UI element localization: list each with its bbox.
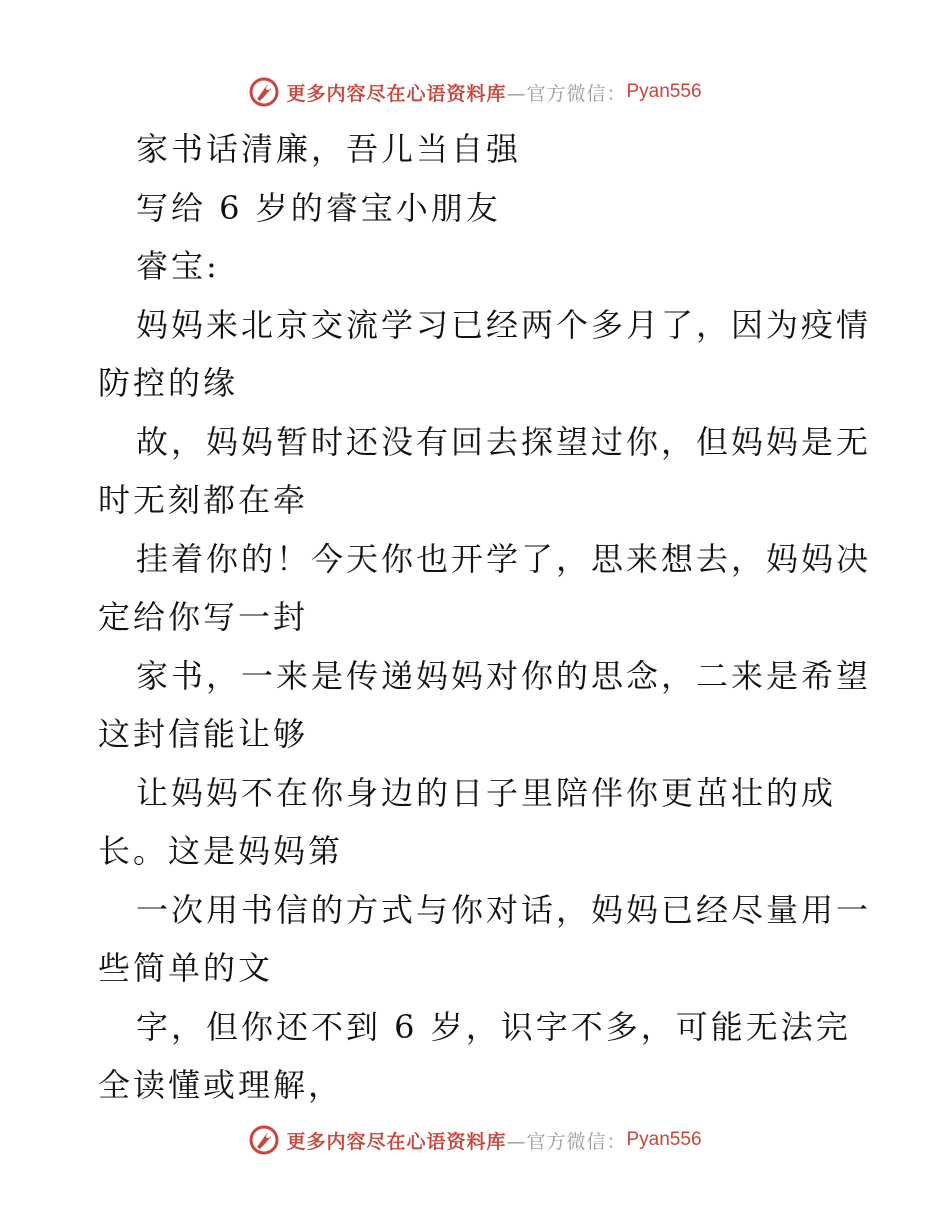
paragraph-line: 让妈妈不在你身边的日子里陪伴你更茁壮的成	[136, 773, 837, 812]
watermark-handle: Pyan556	[626, 1129, 702, 1150]
paragraph-line: 些简单的文	[98, 949, 274, 987]
watermark-handle: Pyan556	[626, 81, 702, 102]
paragraph-line: 妈妈来北京交流学习已经两个多月了，因为疫情	[136, 305, 872, 344]
paragraph-line: 家书，一来是传递妈妈对你的思念，二来是希望	[136, 656, 872, 695]
watermark-brand: 更多内容尽在心语资料库	[286, 1130, 507, 1153]
paragraph-line: 这封信能让够	[98, 715, 309, 753]
paragraph-line: 全读懂或理解，	[98, 1066, 344, 1104]
letter-subtitle: 写给 6 岁的睿宝小朋友	[136, 188, 501, 227]
watermark-separator: —官方微信：	[506, 1130, 627, 1153]
pen-nib-logo-icon	[248, 76, 280, 108]
paragraph-line: 防控的缘	[98, 364, 239, 402]
letter-body	[98, 120, 872, 1115]
footer-watermark	[0, 1120, 950, 1160]
letter-salutation: 睿宝:	[136, 247, 220, 285]
paragraph-line: 挂着你的！今天你也开学了，思来想去，妈妈决	[136, 539, 872, 578]
paragraph-line: 长。这是妈妈第	[98, 832, 344, 870]
paragraph-line: 定给你写一封	[98, 598, 309, 636]
paragraph-line: 一次用书信的方式与你对话，妈妈已经尽量用一	[136, 890, 872, 929]
watermark-separator: —官方微信：	[506, 82, 627, 105]
watermark-brand: 更多内容尽在心语资料库	[286, 82, 507, 105]
header-watermark	[0, 72, 950, 112]
pen-nib-logo-icon	[248, 1124, 280, 1156]
paragraph-line: 字，但你还不到 6 岁，识字不多，可能无法完	[136, 1007, 851, 1046]
paragraph-line: 时无刻都在牵	[98, 481, 309, 519]
letter-title: 家书话清廉，吾儿当自强	[136, 130, 522, 168]
paragraph-line: 故，妈妈暂时还没有回去探望过你，但妈妈是无	[136, 422, 872, 461]
